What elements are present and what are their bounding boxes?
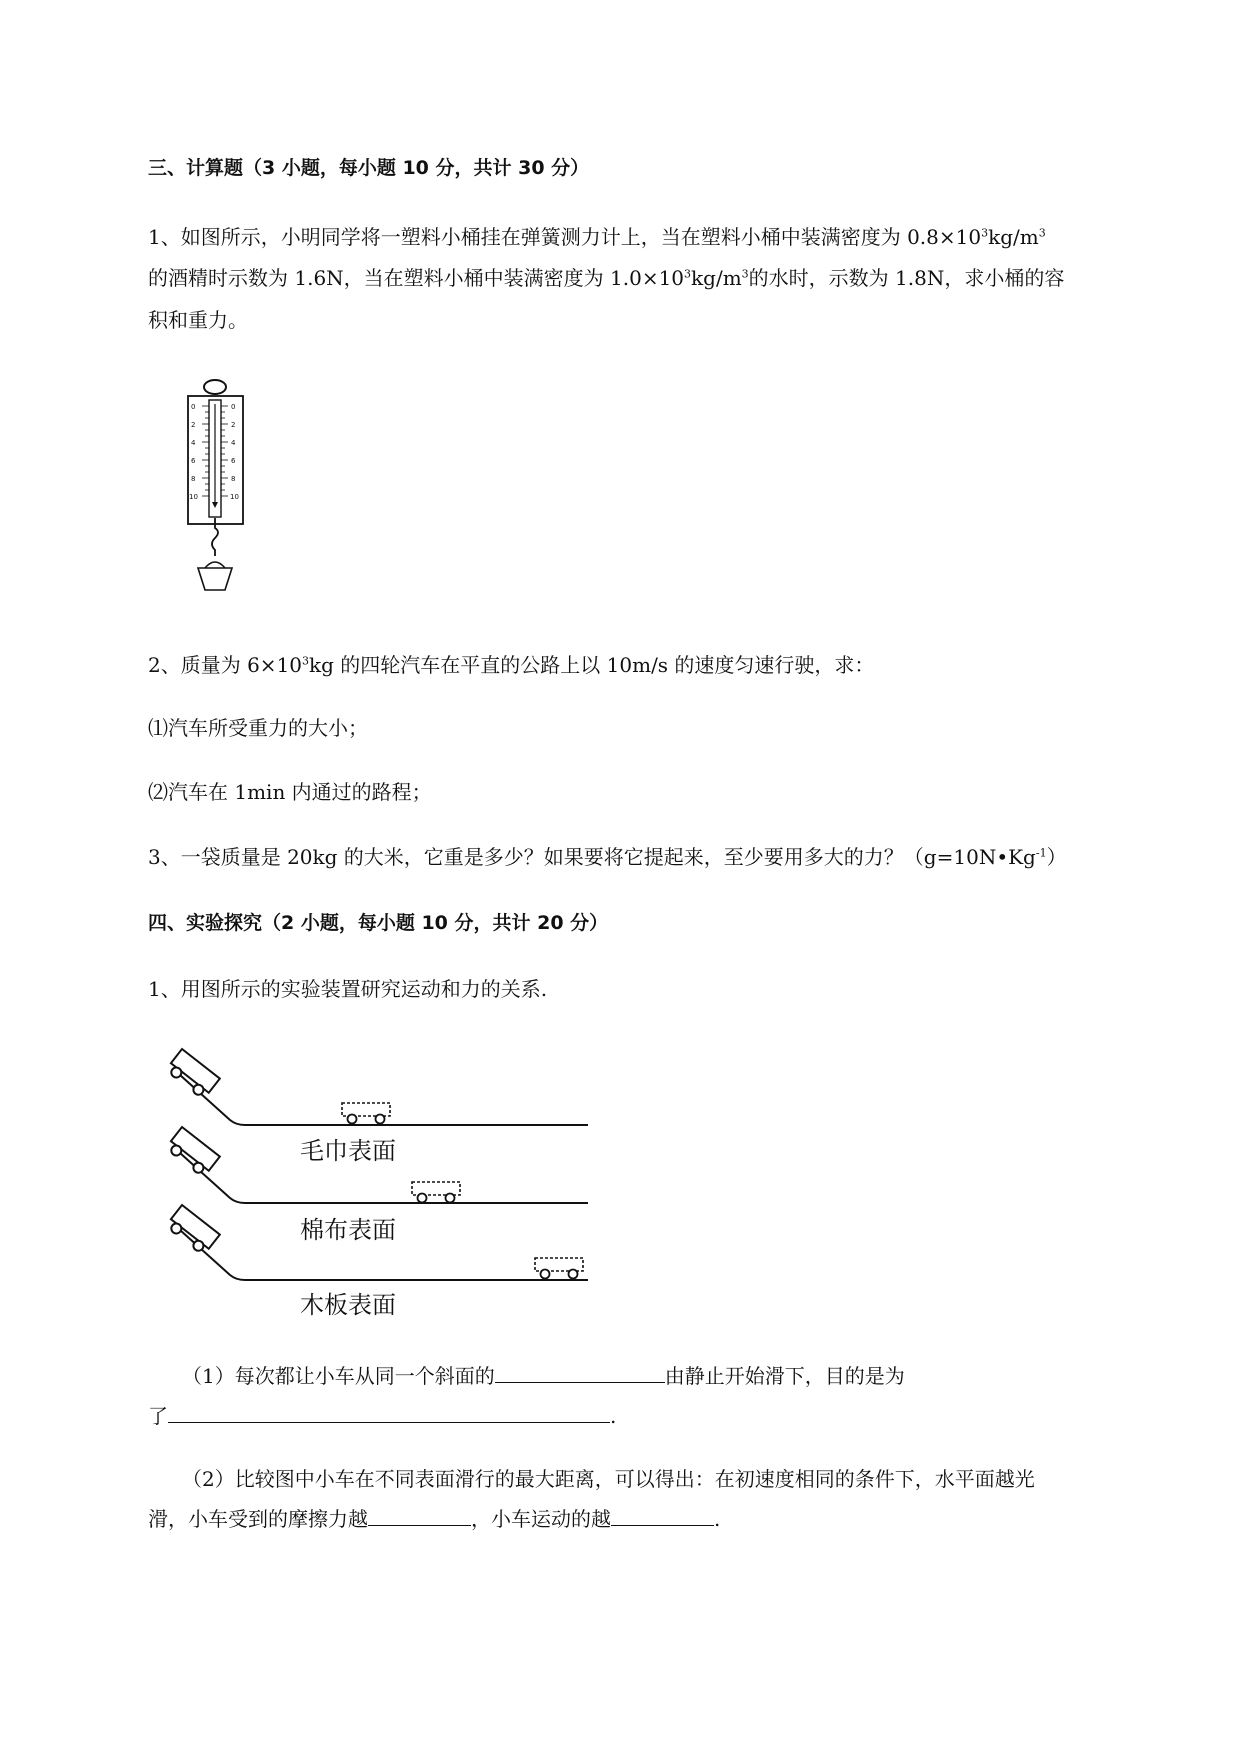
s4-q1-p1-line1: [182, 1362, 905, 1390]
track-towel: [165, 1049, 588, 1165]
scale-pointer: [212, 502, 218, 508]
scale-left-tick-2: 2: [191, 421, 196, 429]
label-towel: 毛巾表面: [300, 1137, 396, 1165]
answer-blank-4[interactable]: [611, 1505, 714, 1526]
scale-right-tick-4: 4: [231, 439, 236, 447]
s4-q1-p2-text-a: 滑，小车受到的摩擦力越: [148, 1507, 368, 1531]
q3-line1: [148, 843, 1067, 871]
scale-left-tick-4: 4: [191, 439, 196, 447]
s4-q1-intro: 1、用图所示的实验装置研究运动和力的关系.: [148, 977, 548, 1001]
section4-heading: 四、实验探究（2 小题，每小题 10 分，共计 20 分）: [148, 912, 609, 934]
q1-line1-text-a: 1、如图所示，小明同学将一塑料小桶挂在弹簧测力计上，当在塑料小桶中装满密度为 0.8×10: [148, 225, 982, 249]
scale-right-tick-2: 2: [231, 421, 236, 429]
q1-line3: 积和重力。: [148, 308, 248, 332]
bucket-handle: [205, 562, 225, 568]
q1-line2-sup: 3: [684, 267, 692, 281]
s4-q1-p1-text-b: 由静止开始滑下，目的是为: [664, 1364, 905, 1388]
label-cotton: 棉布表面: [300, 1216, 396, 1244]
scale-right-tick-8: 8: [231, 475, 236, 483]
section3-heading: 三、计算题（3 小题，每小题 10 分，共计 30 分）: [148, 157, 590, 179]
scale-left-tick-6: 6: [191, 457, 196, 465]
bucket: [198, 568, 232, 590]
s4-q1-p2-text-c: .: [714, 1507, 721, 1531]
q3-line1-text-b: ）: [1046, 845, 1067, 869]
scale-right-tick-0: 0: [231, 403, 236, 411]
car-on-ramp-3: [165, 1205, 219, 1256]
car-on-ramp-1: [165, 1049, 219, 1100]
q3-line1-sup: -1: [1035, 846, 1047, 860]
q1-line2-sup2: 3: [741, 267, 749, 281]
q1-line1-sup2: 3: [1038, 226, 1046, 240]
q1-line2-text-c: 的水时，示数为 1.8N，求小桶的容: [748, 266, 1065, 290]
s4-q1-p1-text-c: 了: [148, 1404, 168, 1428]
s4-q1-p2-text-b: ，小车运动的越: [471, 1507, 611, 1531]
s4-q1-p1-text-a: （1）每次都让小车从同一个斜面的: [182, 1364, 495, 1388]
car-stopped-cotton: [412, 1182, 460, 1203]
q3-line1-text-a: 3、一袋质量是 20kg 的大米，它重是多少？如果要将它提起来，至少要用多大的力？（g=10N•Kg: [148, 845, 1036, 869]
scale-right-tick-10: 10: [230, 493, 239, 501]
q2-line1-text-a: 2、质量为 6×10: [148, 653, 303, 677]
q1-line1-text-b: kg/m: [988, 225, 1039, 249]
q2-sub1: ⑴汽车所受重力的大小；: [148, 716, 368, 740]
answer-blank-3[interactable]: [368, 1505, 471, 1526]
s4-q1-p1-text-d: .: [610, 1404, 617, 1428]
q2-sub2: ⑵汽车在 1min 内通过的路程；: [148, 780, 432, 804]
scale-left-tick-0: 0: [191, 403, 196, 411]
car-stopped-towel: [342, 1103, 390, 1124]
car-on-ramp-2: [165, 1127, 219, 1178]
scale-ring: [204, 380, 226, 394]
q2-line1: [148, 651, 874, 679]
q1-line2-text-a: 的酒精时示数为 1.6N，当在塑料小桶中装满密度为 1.0×10: [148, 266, 685, 290]
q1-line1: [148, 223, 1046, 251]
scale-left-tick-10: 10: [189, 493, 198, 501]
q1-line1-sup: 3: [981, 226, 989, 240]
q1-line2: [148, 264, 1064, 292]
s4-q1-p2-line2: [148, 1505, 720, 1533]
q2-line1-sup: 3: [302, 654, 310, 668]
q2-line1-text-b: kg 的四轮汽车在平直的公路上以 10m/s 的速度匀速行驶，求：: [309, 653, 875, 677]
answer-blank-2[interactable]: [168, 1402, 610, 1423]
scale-right-tick-6: 6: [231, 457, 236, 465]
q1-line2-text-b: kg/m: [691, 266, 742, 290]
ramp-surfaces-figure: [170, 1045, 590, 1325]
answer-blank-1[interactable]: [495, 1362, 665, 1383]
scale-left-tick-8: 8: [191, 475, 196, 483]
label-wood: 木板表面: [300, 1291, 396, 1319]
car-stopped-wood: [535, 1258, 583, 1279]
s4-q1-p2-line1: （2）比较图中小车在不同表面滑行的最大距离，可以得出：在初速度相同的条件下，水平面越光: [182, 1467, 1035, 1491]
s4-q1-p1-line2: [148, 1402, 616, 1430]
spring-scale-figure: [180, 378, 260, 603]
